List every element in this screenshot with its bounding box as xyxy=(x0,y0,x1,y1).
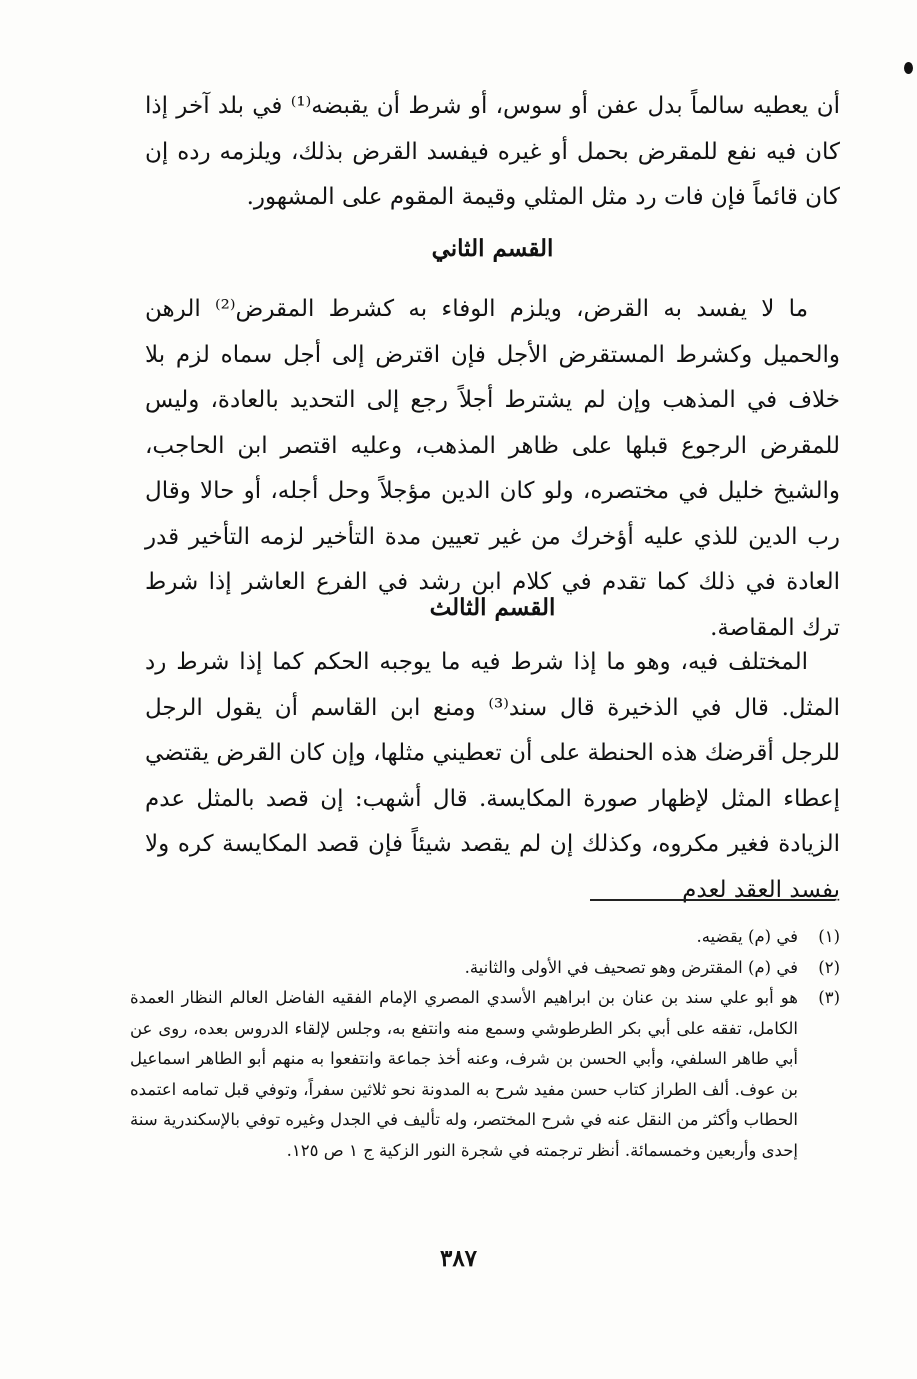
footnote-number: (٢) xyxy=(818,957,840,977)
footnote-number: (٣) xyxy=(818,988,840,1007)
footnote-divider xyxy=(590,899,835,901)
footnotes xyxy=(130,922,840,1166)
section-heading-3: القسم الثالث xyxy=(429,594,556,621)
footnote-3 xyxy=(130,983,840,1166)
paragraph-3: المختلف فيه، وهو ما إذا شرط فيه ما يوجبه الحكم كما إذا شرط رد المثل. قال في الذخيرة قال سند⁽³⁾ ومنع ابن القاسم أن يقول الرجل للرجل أقرضك هذه الحنطة على أن تعطيني مثلها، وإن كان القرض يقتضي إعطاء المثل لإظهار صورة المكايسة. قال أشهب: إن قصد بالمثل عدم الزيادة فغير مكروه، وكذلك إن لم يقصد شيئاً فإن قصد المكايسة كره ولا يفسد العقد لعدم xyxy=(145,649,840,903)
footnote-text: في (م) المقترض وهو تصحيف في الأولى والثانية. xyxy=(464,957,798,977)
paragraph-1: أن يعطيه سالماً بدل عفن أو سوس، أو شرط أن يقبضه⁽¹⁾ في بلد آخر إذا كان فيه نفع للمقرض بحمل أو غيره فيفسد القرض بذلك، ويلزمه رده إن كان قائماً فإن فات رد مثل المثلي وقيمة المقوم على المشهور. xyxy=(145,93,840,210)
page-number: ٣٨٧ xyxy=(439,1245,478,1272)
footnote-text: هو أبو علي سند بن عنان بن ابراهيم الأسدي المصري الإمام الفقيه الفاضل العالم النظار العمدة الكامل، تفقه على أبي بكر الطرطوشي وسمع منه وانتفع به، وجلس لإلقاء الدروس بعده، روى عن أبي طاهر السلفي، وأبي الحسن بن شرف، وعنه أخذ جماعة وانتفعوا به منهم أبو الطاهر اسماعيل بن عوف. ألف الطراز كتاب حسن مفيد شرح به المدونة نحو ثلاثين سفراً، وتوفي قبل تمامه اعتمده الحطاب وأكثر من النقل عنه في شرح المختصر، وله تأليف في الجدل وغيره توفي بالإسكندرية سنة إحدى وأربعين وخمسمائة. أنظر ترجمته في شجرة النور الزكية ج ١ ص ١٢٥. xyxy=(130,988,798,1160)
footnote-2 xyxy=(130,953,840,984)
footnote-text: في (م) يقضيه. xyxy=(696,927,798,946)
section-heading-2: القسم الثاني xyxy=(431,235,554,262)
margin-mark xyxy=(904,62,913,74)
footnote-1 xyxy=(130,922,840,953)
footnote-number: (١) xyxy=(818,927,840,946)
paragraph-2: ما لا يفسد به القرض، ويلزم الوفاء به كشرط المقرض⁽²⁾ الرهن والحميل وكشرط المستقرض الأجل فإن اقترض إلى أجل سماه لزم بلا خلاف في المذهب وإن لم يشترط أجلاً رجع إلى التحديد بالعادة، وليس للمقرض الرجوع قبلها على ظاهر المذهب، وعليه اقتصر ابن الحاجب، والشيخ خليل في مختصره، ولو كان الدين مؤجلاً وحل أجله، أو حالا وقال رب الدين للذي عليه أؤخرك من غير تعيين مدة التأخير لزمه التأخير قدر العادة في ذلك كما تقدم في كلام ابن رشد في الفرع العاشر إذا شرط ترك المقاصة. xyxy=(145,296,840,641)
